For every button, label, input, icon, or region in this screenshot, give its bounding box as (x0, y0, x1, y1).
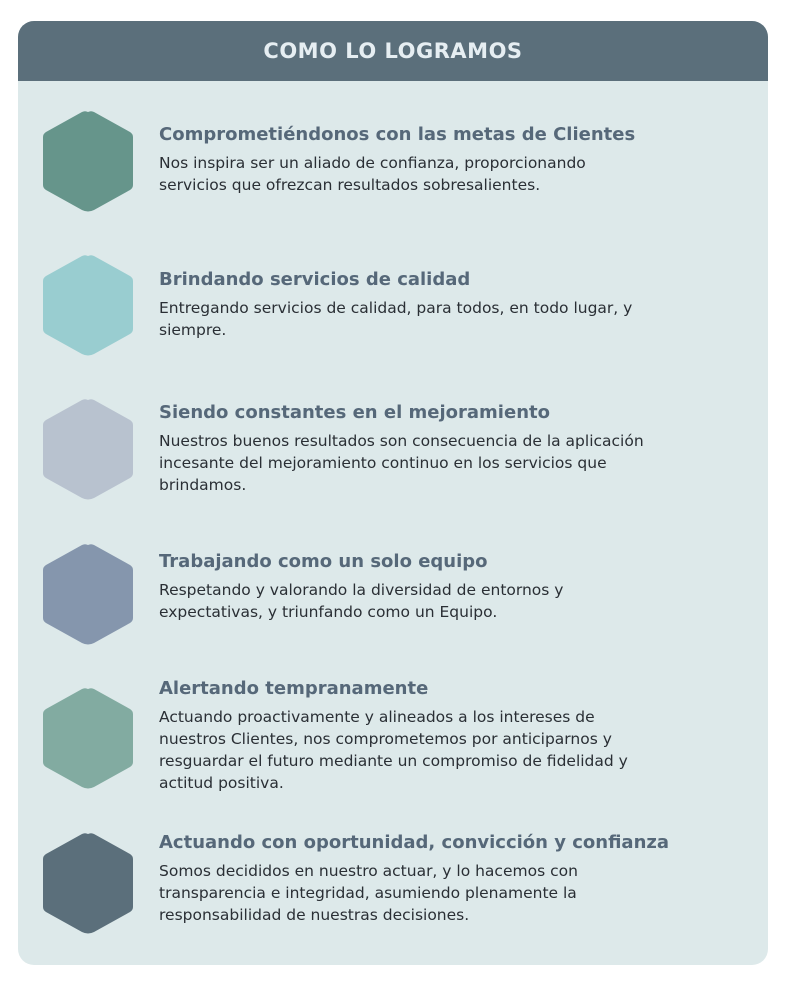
hexagon-icon (42, 831, 134, 935)
item-description-line: Actuando proactivamente y alineados a los intereses de (159, 708, 595, 726)
item-description-line: expectativas, y triunfando como un Equipo. (159, 603, 498, 621)
item-description-line: Nuestros buenos resultados son consecuencia de la aplicación (159, 432, 644, 450)
header-title: COMO LO LOGRAMOS (263, 39, 523, 63)
item-description-line: siempre. (159, 321, 227, 339)
item-description-line: incesante del mejoramiento continuo en los servicios que (159, 454, 607, 472)
item-description-line: Nos inspira ser un aliado de confianza, proporcionando (159, 154, 586, 172)
item-description-line: Respetando y valorando la diversidad de entornos y (159, 581, 564, 599)
item-description-line: nuestros Clientes, nos comprometemos por anticiparnos y (159, 730, 612, 748)
item-description (159, 430, 749, 496)
item-description-line: actitud positiva. (159, 774, 284, 792)
item-description-line: Somos decididos en nuestro actuar, y lo hacemos con (159, 862, 578, 880)
item-description-line: servicios que ofrezcan resultados sobresalientes. (159, 176, 541, 194)
card-header (18, 21, 768, 81)
hexagon-icon (42, 542, 134, 646)
hexagon-icon (42, 397, 134, 501)
item-title: Alertando tempranamente (159, 678, 429, 699)
item-description-line: responsabilidad de nuestras decisiones. (159, 906, 470, 924)
hexagon-icon (42, 686, 134, 790)
values-card (18, 21, 768, 965)
item-title: Actuando con oportunidad, convicción y confianza (159, 832, 670, 853)
item-description (159, 860, 749, 926)
item-title: Comprometiéndonos con las metas de Clientes (159, 124, 636, 145)
item-title: Siendo constantes en el mejoramiento (159, 402, 550, 423)
item-title: Trabajando como un solo equipo (159, 551, 488, 572)
item-description-line: brindamos. (159, 476, 247, 494)
item-description-line: transparencia e integridad, asumiendo plenamente la (159, 884, 577, 902)
item-description-line: resguardar el futuro mediante un compromiso de fidelidad y (159, 752, 628, 770)
hexagon-icon (42, 253, 134, 357)
item-description (159, 297, 749, 341)
item-title: Brindando servicios de calidad (159, 269, 471, 290)
item-description (159, 579, 749, 623)
hexagon-icon (42, 109, 134, 213)
item-description-line: Entregando servicios de calidad, para todos, en todo lugar, y (159, 299, 633, 317)
item-description (159, 152, 749, 196)
item-description (159, 706, 749, 794)
